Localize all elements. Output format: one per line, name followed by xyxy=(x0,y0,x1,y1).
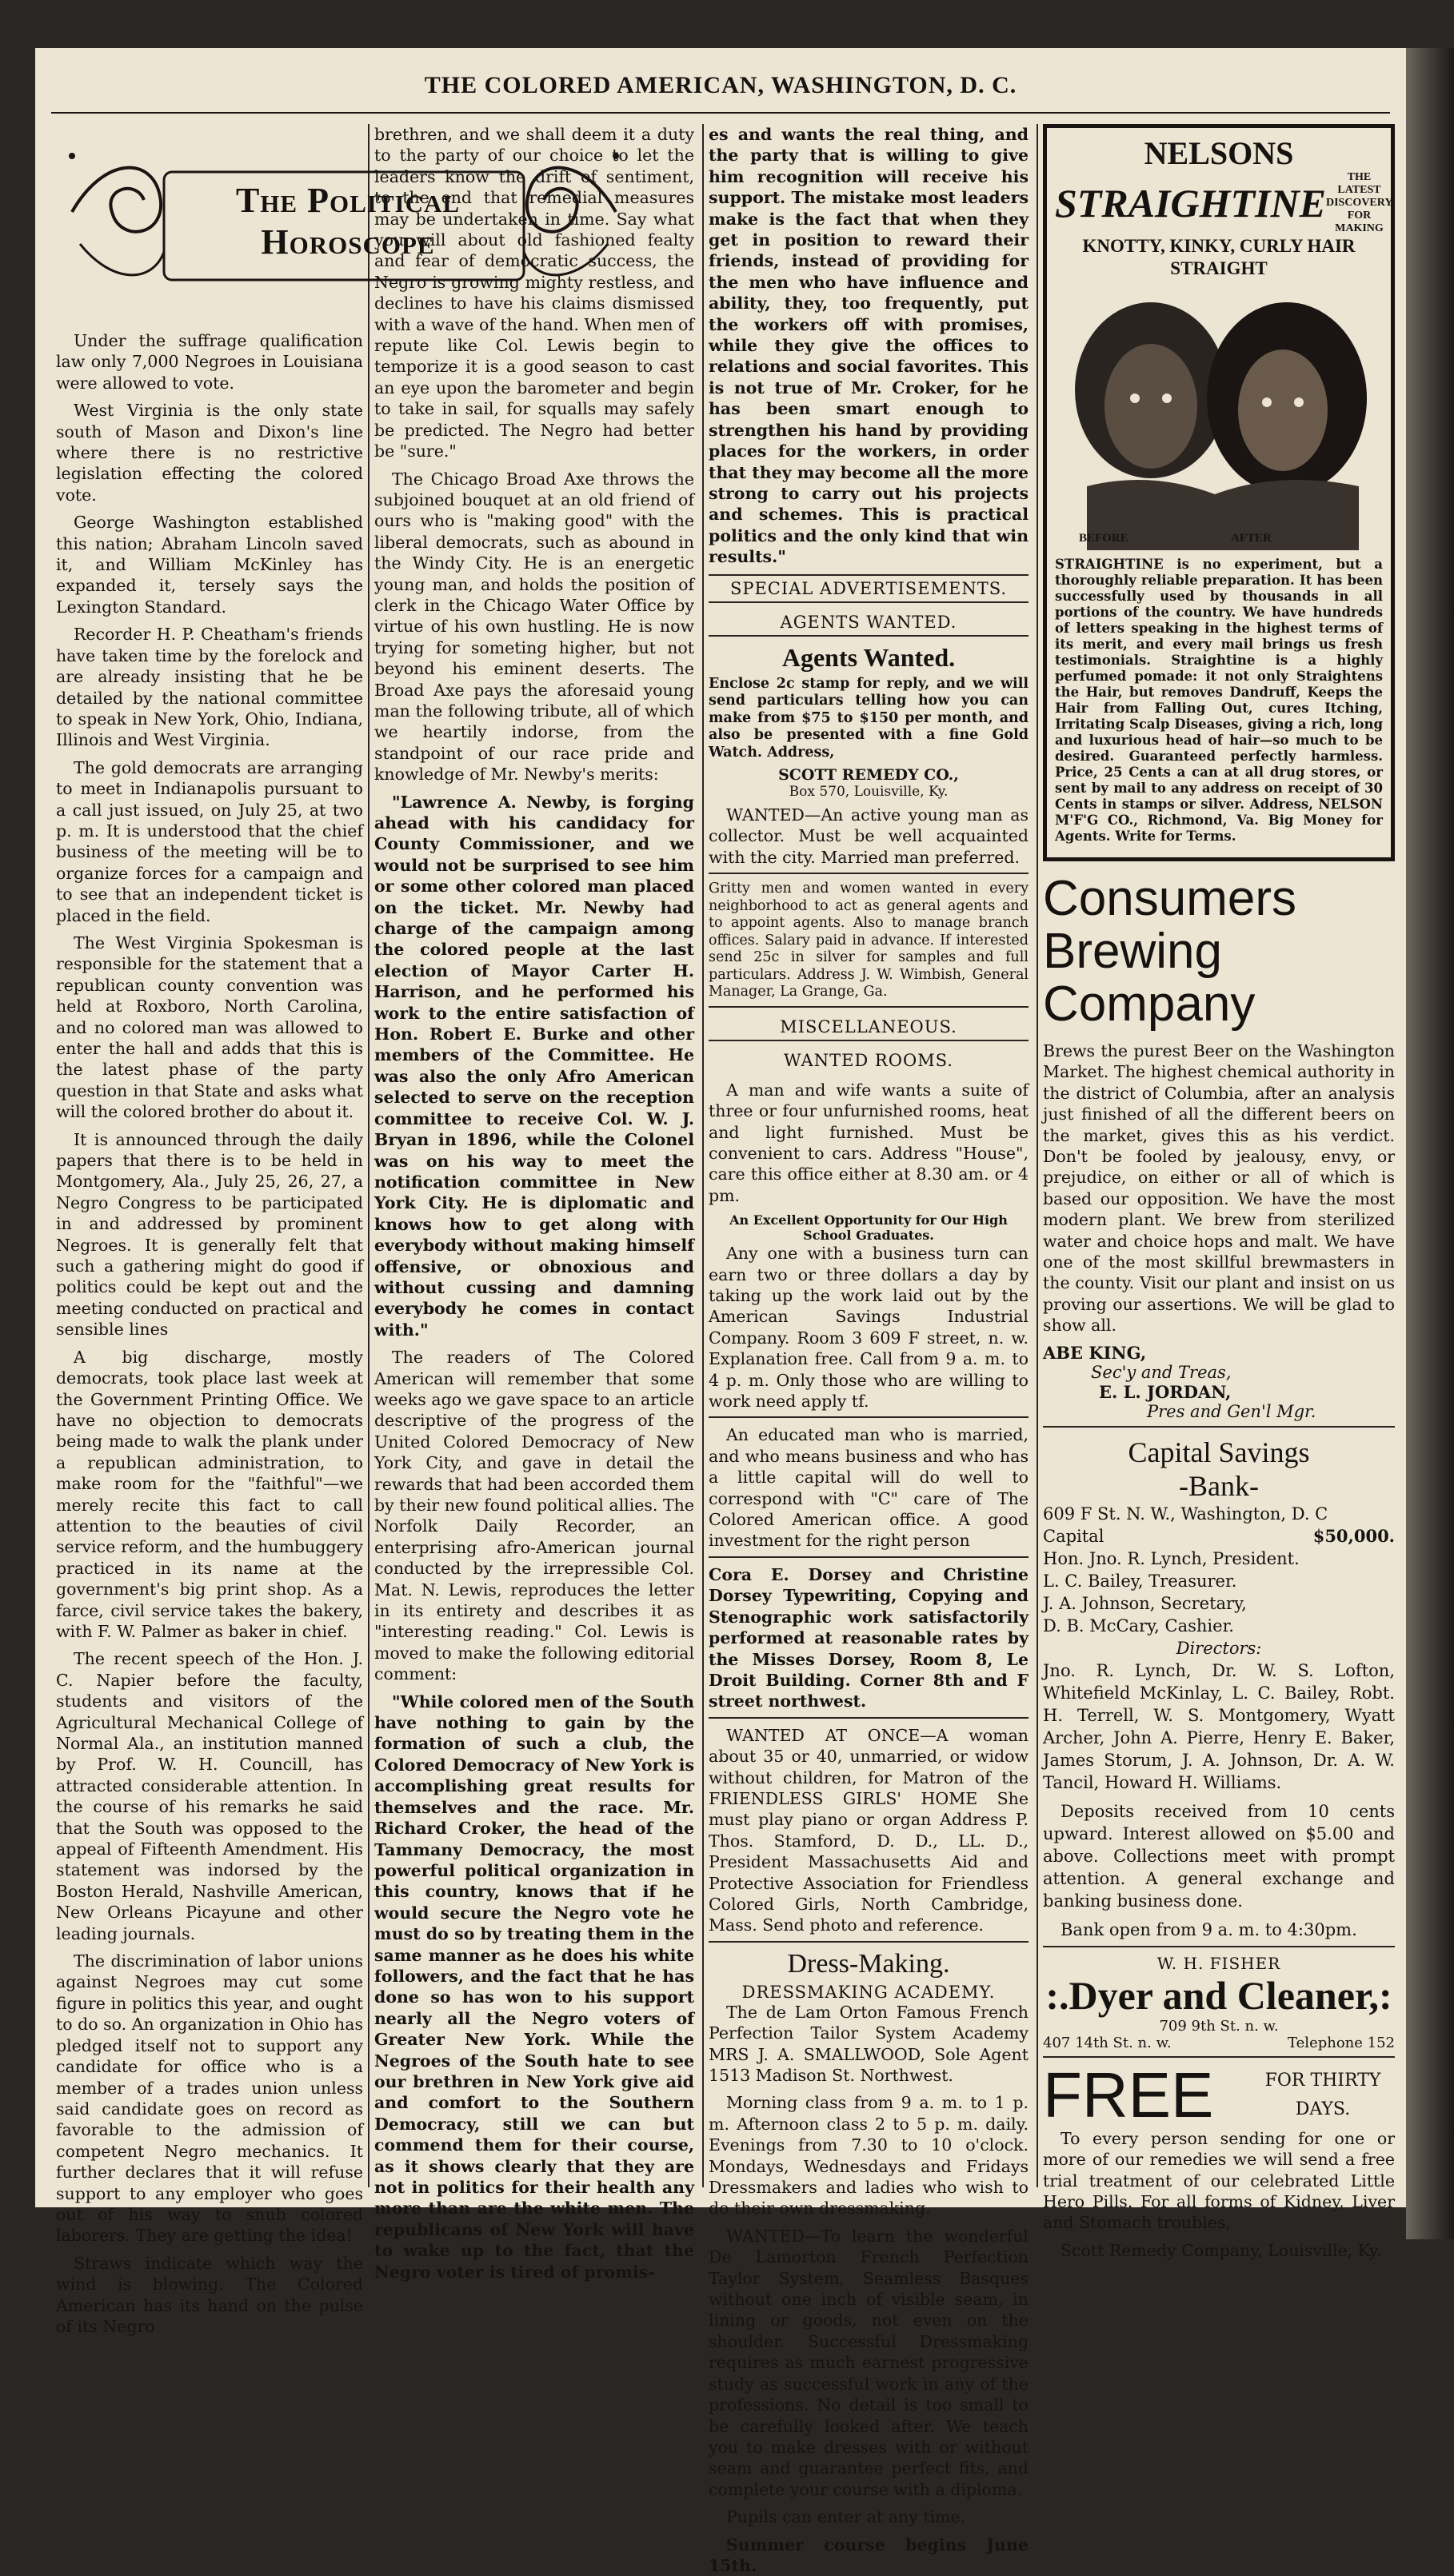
rooms-ad: A man and wife wants a suite of three or four unfurnished rooms, heat and light furnished. Must be convenient to cars. Address "House", care this office either at 8.30 am. or 4 pm. xyxy=(709,1080,1029,1205)
bank-title: Capital Savings xyxy=(1128,1436,1310,1468)
column-2 xyxy=(374,124,694,2282)
agents-wanted-body: Enclose 2c stamp for reply, and we will send particulars telling how you can make from $75 to $150 per month, and also be presented with a fine Gold Watch. Address, xyxy=(709,675,1029,761)
bank-officer: D. B. McCary, Cashier. xyxy=(1043,1615,1234,1635)
horoscope-line-2: Horoscope xyxy=(261,222,435,262)
dorsey-typewriting-ad: Cora E. Dorsey and Christine Dorsey Typewriting, Copying and Stenographic work satisfactorily performed at reasonable rates by the Misses Dorsey, Room 8, Le Droit Building. Corner 8th and F street northwest. xyxy=(709,1564,1029,1719)
column-3 xyxy=(709,124,1029,2575)
dyer-address-2: 407 14th St. n. w. xyxy=(1043,2034,1172,2051)
bank-officer: Hon. Jno. R. Lynch, President. xyxy=(1043,1548,1300,1568)
agents-signature: SCOTT REMEDY CO., xyxy=(778,766,959,785)
article-paragraph: The gold democrats are arranging to meet in Indianapolis pursuant to a call just issued, on July 25, at two p. m. It is understood that the chief business of the meeting will be to organize forces for a campaign and to see that an independent ticket is placed in the field. xyxy=(56,757,363,925)
bank-subtitle: -Bank- xyxy=(1179,1469,1259,1502)
bank-address: 609 F St. N. W., Washington, D. C xyxy=(1043,1504,1328,1524)
bank-deposits: Deposits received from 10 cents upward. Interest allowed on $5.00 and above. Collections meet with prompt attention. A general exchange and banking business done. xyxy=(1043,1801,1395,1911)
article-paragraph: It is announced through the daily papers that there is to be held in Montgomery, Ala., July 25, 26, 27, a Negro Congress to be participated in and addressed by prominent Negroes. It is generally felt that such a gathering might do good if politics could be kept out and the meeting conducted on practical and sensible lines xyxy=(56,1129,363,1340)
agents-address: Box 570, Louisville, Ky. xyxy=(789,784,949,801)
agents-wanted-title: Agents Wanted. xyxy=(781,642,956,672)
column-rule xyxy=(1037,124,1038,2187)
free-days xyxy=(1251,2067,1395,2124)
column-4 xyxy=(1043,124,1395,2260)
article-paragraph: es and wants the real thing, and the party that is willing to give him recognition will receive his support. The mistake most leaders make is the fact that when they get in position to reward their friends, instead of providing for the men who have influence and ability, they, too frequently, put the workers off with promises, while they give the offices to relations and social favorites. This is not true of Mr. Croker, for he has been smart enough to strengthen his hand by providing places for the workers, in order that they may become all the more strong to carry out his projects and schemes. This is practical politics and the only kind that win results." xyxy=(709,125,1029,567)
dyer-address: 709 9th St. n. w. xyxy=(1159,2017,1279,2035)
section-header-misc: MISCELLANEOUS. xyxy=(709,1014,1029,1041)
brewing-signature: Sec'y and Treas, xyxy=(1091,1362,1232,1382)
column-rule xyxy=(702,124,704,2187)
free-signature: Scott Remedy Company, Louisville, Ky. xyxy=(1061,2240,1382,2260)
dress-summer: Summer course begins June 15th. xyxy=(709,2534,1029,2575)
dyer-title: :.Dyer and Cleaner,: xyxy=(1045,1972,1392,2018)
article-paragraph: A big discharge, mostly democrats, took place last week at the Government Printing Office. We have no objection to democrats being made to walk the plank under a republican administration, to make room for the "faithful"—we merely recite this fact to call attention to the beauties of civil service reform, and the humbuggery practiced in its name at the government's big print shop. As a farce, civil service takes the bakery, with F. W. Palmer as baker in chief. xyxy=(56,1347,363,1641)
straightine-brand: NELSONS xyxy=(1144,135,1294,171)
dyer-name: W. H. FISHER xyxy=(1156,1953,1281,1973)
bank-capital xyxy=(1043,1525,1395,1548)
friendless-home-ad: WANTED AT ONCE—A woman about 35 or 40, unmarried, or widow without children, for Matron of the FRIENDLESS GIRLS' HOME She must play piano or organ Address P. Thos. Stamford, D. D., LL. D., President Massachusetts Aid and Protective Association for Friendless Colored Girls, North Cambridge, Mass. Send photo and reference. xyxy=(709,1725,1029,1943)
article-paragraph: The West Virginia Spokesman is responsible for the statement that a republican county convention was held at Roxboro, North Carolina, and no colored man was allowed to enter the hall and adds that this is the latest phase of the party question in that State and asks what will the colored brother do about it. xyxy=(56,933,363,1122)
brewing-signature: Pres and Gen'l Mgr. xyxy=(1043,1402,1395,1428)
dressmaking-academy: DRESSMAKING ACADEMY. xyxy=(741,1982,996,2002)
article-paragraph: Under the suffrage qualification law only 7,000 Negroes in Louisiana were allowed to vote. xyxy=(56,331,363,393)
brewing-title-line: Brewing xyxy=(1043,924,1222,979)
column-1 xyxy=(56,124,461,2336)
article-paragraph: The recent speech of the Hon. J. C. Napier before the faculty, students and visitors of the Agricultural Mechanical College of Normal Ala., an institution manned by Prof. W. H. Councill, has attracted considerable attention. In the course of his remarks he said that the South was opposed to the appeal of Fifteenth Amendment. His statement was indorsed by the Boston Herald, Nashville American, New Orleans Picayune and other leading journals. xyxy=(56,1649,363,1943)
dress-hours: Morning class from 9 a. m. to 1 p. m. Afternoon class 2 to 5 p. m. daily. Evenings from 7.30 to 10 o'clock. Mondays, Wednesdays and Fridays Dressmakers and ladies who wish to do their own dressmaking. xyxy=(709,2093,1029,2219)
bank-officer: L. C. Bailey, Treasurer. xyxy=(1043,1571,1237,1591)
section-header-special-ads: SPECIAL ADVERTISEMENTS. xyxy=(709,574,1029,603)
article-quote: "Lawrence A. Newby, is forging ahead with his candidacy for County Commissioner, and we would not be surprised to see him or some other colored man placed on the ticket. Mr. Newby had charge of the campaign among the colored people at the last election of Mayor Carter H. Harrison, and he performed his work to the entire satisfaction of Hon. Robert E. Burke and other members of the Committee. He was also the only Afro American selected to serve on the reception committee to receive Col. W. J. Bryan in 1896, while the Colonel was on his way to meet the notification committee in New York City. He is diplomatic and knows how to get along with everybody without making himself offensive, or obnoxious and without cussing and damning everybody he comes in contact with." xyxy=(374,792,694,1340)
page-edge-shadow xyxy=(1406,48,1454,2239)
collector-ad: WANTED—An active young man as collector. Must be well acquainted with the city. Married man preferred. xyxy=(709,805,1029,874)
opportunity-ad: Any one with a business turn can earn two or three dollars a day by taking up the work laid out by the American Savings Industrial Company. Room 3 609 F street, n. w. Explanation free. Call from 9 a. m. to 4 p. m. Only those who are willing to work need apply tf. xyxy=(709,1243,1029,1418)
article-paragraph: The Chicago Broad Axe throws the subjoined bouquet at an old friend of ours who is "making good" with the liberal democrats, such as abound in the Windy City. He is an energetic young man, and holds the position of clerk in the Chicago Water Office by virtue of his own hustling. He is now trying for someting higher, but not beyond his eminent deserts. The Broad Axe pays the aforesaid young man the following tribute, all of which we heartily indorse, from the standpoint of our race pride and knowledge of Mr. Newby's merits: xyxy=(374,469,694,785)
free-title: FREE xyxy=(1043,2059,1214,2131)
brewing-signature: ABE KING, xyxy=(1043,1342,1147,1363)
article-paragraph: Straws indicate which way the wind is blowing. The Colored American has its hand on the pulse of its Negro xyxy=(56,2253,363,2336)
free-side-line: DAYS. xyxy=(1295,2099,1351,2119)
article-paragraph: Recorder H. P. Cheatham's friends have taken time by the forelock and are already insisting that he be detailed by the national committee to speak in New York, Ohio, Indiana, Illinois and West Virginia. xyxy=(56,625,363,750)
straightine-body: STRAIGHTINE is no experiment, but a thoroughly reliable preparation. It has been successfully used by thousands in all portions of the country. We have hundreds of letters speaking in the highest terms of its merit, and every mail brings us fresh testimonials. Straightine is a highly perfumed pomade: it not only Straightens the Hair, but removes Dandruff, Keeps the Hair from Falling Out, cures Itching, Irritating Scalp Diseases, giving a rich, long and luxurious head of hair—so much to be desired. Guaranteed perfectly harmless. Price, 25 Cents a can at all drug stores, or sent by mail to any address on receipt of 30 Cents in stamps or silver. Address, NELSON M'F'G CO., Richmond, Va. Big Money for Agents. Write for Terms. xyxy=(1055,557,1383,844)
straightine-ad xyxy=(1043,124,1395,861)
free-body: To every person sending for one or more of our remedies we will send a free trial treatment of our celebrated Little Hero Pills. For all forms of Kidney, Liver and Stomach troubles, xyxy=(1043,2128,1395,2233)
capital-value: $50,000. xyxy=(1312,1525,1395,1546)
article-paragraph: West Virginia is the only state south of Mason and Dixon's line where there is no restrictive legislation effecting the colored vote. xyxy=(56,401,363,505)
brewing-body: Brews the purest Beer on the Washington Market. The highest chemical authority in the district of Columbia, after an analysis just finished of all the different beers on the market, gives this as his verdict. Don't be fooled by jealousy, envy, or prejudice, on either or all of which is based our opposition. We have the most modern plant. We brew from sterilized water and choice hops and malt. We have one of the most skillful brewmasters in the county. Visit our plant and insist on us proving our assertions. We will be glad to show all. xyxy=(1043,1041,1395,1336)
article-paragraph: The readers of The Colored American will remember that some weeks ago we gave space to an article descriptive of the progress of the United Colored Democracy of New York City, and gave in detail the rewards that had been accorded them by their new found political allies. The Norfolk Daily Recorder, an enterprising afro-American journal conducted by the irrepressible Col. Mat. N. Lewis, reproduces the letter in its entirety and describes it as "interesting reading." Col. Lewis is moved to make the following editorial comment: xyxy=(374,1348,694,1684)
bank-officer: J. A. Johnson, Secretary, xyxy=(1043,1593,1247,1613)
straightine-slogan: KNOTTY, KINKY, CURLY HAIR STRAIGHT xyxy=(1082,236,1356,278)
masthead-rule xyxy=(51,112,1390,114)
article-paragraph: George Washington established this nation; Abraham Lincoln saved it, and William McKinley has expanded it, tersely says the Lexington Standard. xyxy=(56,513,363,617)
dyer-phone: Telephone 152 xyxy=(1288,2034,1395,2051)
dress-making-title: Dress-Making. xyxy=(787,1948,950,1979)
dress-wanted: WANTED—To learn the wonderful De Lamorton French Perfection Taylor System, Seamless Basques without one inch of visible seam, in lining or goods, not even on the shoulder. Successful Dressmaking requires as much earnest progressive study as successful work in any of the professions. No detail is too small to be carefully looked after. We teach you to make dresses with or without seam and guarantee perfect fits, and complete your course with a diploma. xyxy=(709,2226,1029,2499)
straightine-tag: THE LATEST DISCOVERY FOR MAKING xyxy=(1325,171,1393,234)
bank-hours: Bank open from 9 a. m. to 4:30pm. xyxy=(1043,1919,1395,1947)
section-header-agents: AGENTS WANTED. xyxy=(709,609,1029,637)
opportunity-title: An Excellent Opportunity for Our High School Graduates. xyxy=(729,1212,1008,1244)
straightine-name: STRAIGHTINE xyxy=(1055,181,1326,226)
portrait-illustration-icon xyxy=(1055,286,1375,550)
after-label: AFTER xyxy=(1231,532,1272,545)
article-paragraph: brethren, and we shall deem it a duty to the party of our choice to let the leaders know the drift of sentiment, to the end that remedial measures may be undertaken in time. Say what you will about old fashioned fealty and fear of democratic success, the Negro is growing mighty restless, and declines to have his claims dismissed with a wave of the hand. When men of repute like Col. Lewis begin to temporize it is a good season to cast an eye upon the barometer and begin to take in sail, for squalls may safely be predicted. The Negro had better be "sure." xyxy=(374,125,694,461)
brewing-signature: E. L. JORDAN, xyxy=(1099,1381,1232,1402)
dress-enter: Pupils can enter at any time. xyxy=(726,2507,966,2527)
dyer-contact xyxy=(1043,2035,1395,2058)
article-paragraph: The discrimination of labor unions against Negroes may cut some figure in politics this year, and ought to do so. An organization in Ohio has pledged itself not to support any candidate for office who is a member of a trades union unless said candidate goes on record as favorable to the admission of competent Negro mechanics. It further declares that it will refuse support to any employer who goes out of his way to snub colored laborers. They are getting the idea! xyxy=(56,1951,363,2246)
column-rule xyxy=(368,124,369,2187)
dress-body: The de Lam Orton Famous French Perfection Tailor System Academy MRS J. A. SMALLWOOD, Sole Agent 1513 Madison St. Northwest. xyxy=(709,2002,1029,2085)
free-side-line: FOR THIRTY xyxy=(1264,2070,1381,2091)
masthead: THE COLORED AMERICAN, WASHINGTON, D. C. xyxy=(424,72,1017,98)
bank-directors: Jno. R. Lynch, Dr. W. S. Lofton, Whitefield McKinlay, L. C. Bailey, Robt. H. Terrell, W. S. Montgomery, Wyatt Archer, John A. Pierre, Henry E. Baker, James Storum, J. A. Johnson, Dr. A. W. Tancil, Howard H. Williams. xyxy=(1043,1660,1395,1792)
article-quote: "While colored men of the South have nothing to gain by the formation of such a club, the Colored Democracy of New York is accomplishing great results for themselves and the race. Mr. Richard Croker, the head of the Tammany Democracy, the most powerful political organization in this country, knows that if he would secure the Negro vote he must do so by treating them in the same manner as he does his white followers, and the fact that he has done so has won to his support nearly all the Negro voters of Greater New York. While the Negroes of the South hate to see our brethren in New York give aid and comfort to the Southern Democracy, still we can but commend them for their course, as it shows clearly that they are not in politics for their health any more than are the white men. The republicans of New York will have to wake up to the fact, that the Negro voter is tired of promis- xyxy=(374,1691,694,2282)
before-after-portrait xyxy=(1055,286,1383,550)
horoscope-line-1: The Political xyxy=(235,181,461,220)
brewing-title-line: Company xyxy=(1043,976,1256,1032)
educated-man-ad: An educated man who is married, and who means business and who has a little capital will do well to correspond with "C" care of The Colored American office. A good investment for the right person xyxy=(709,1424,1029,1557)
political-horoscope-banner xyxy=(56,124,461,324)
newspaper-page xyxy=(35,48,1406,2575)
brewing-title-line: Consumers xyxy=(1043,871,1296,926)
before-label: BEFORE xyxy=(1079,532,1128,545)
section-header-rooms: WANTED ROOMS. xyxy=(784,1050,953,1070)
brewing-title xyxy=(1043,873,1395,1031)
gritty-men-ad: Gritty men and women wanted in every neighborhood to act as general agents and to appoint agents. Also to manage branch offices. Salary paid in advance. If interested send 25c in silver for samples and full particulars. Address J. W. Wimbish, General Manager, La Grange, Ga. xyxy=(709,881,1029,1008)
capital-label: Capital xyxy=(1043,1526,1104,1546)
bank-directors-label: Directors: xyxy=(1176,1638,1262,1658)
free-ad-header xyxy=(1043,2059,1395,2131)
